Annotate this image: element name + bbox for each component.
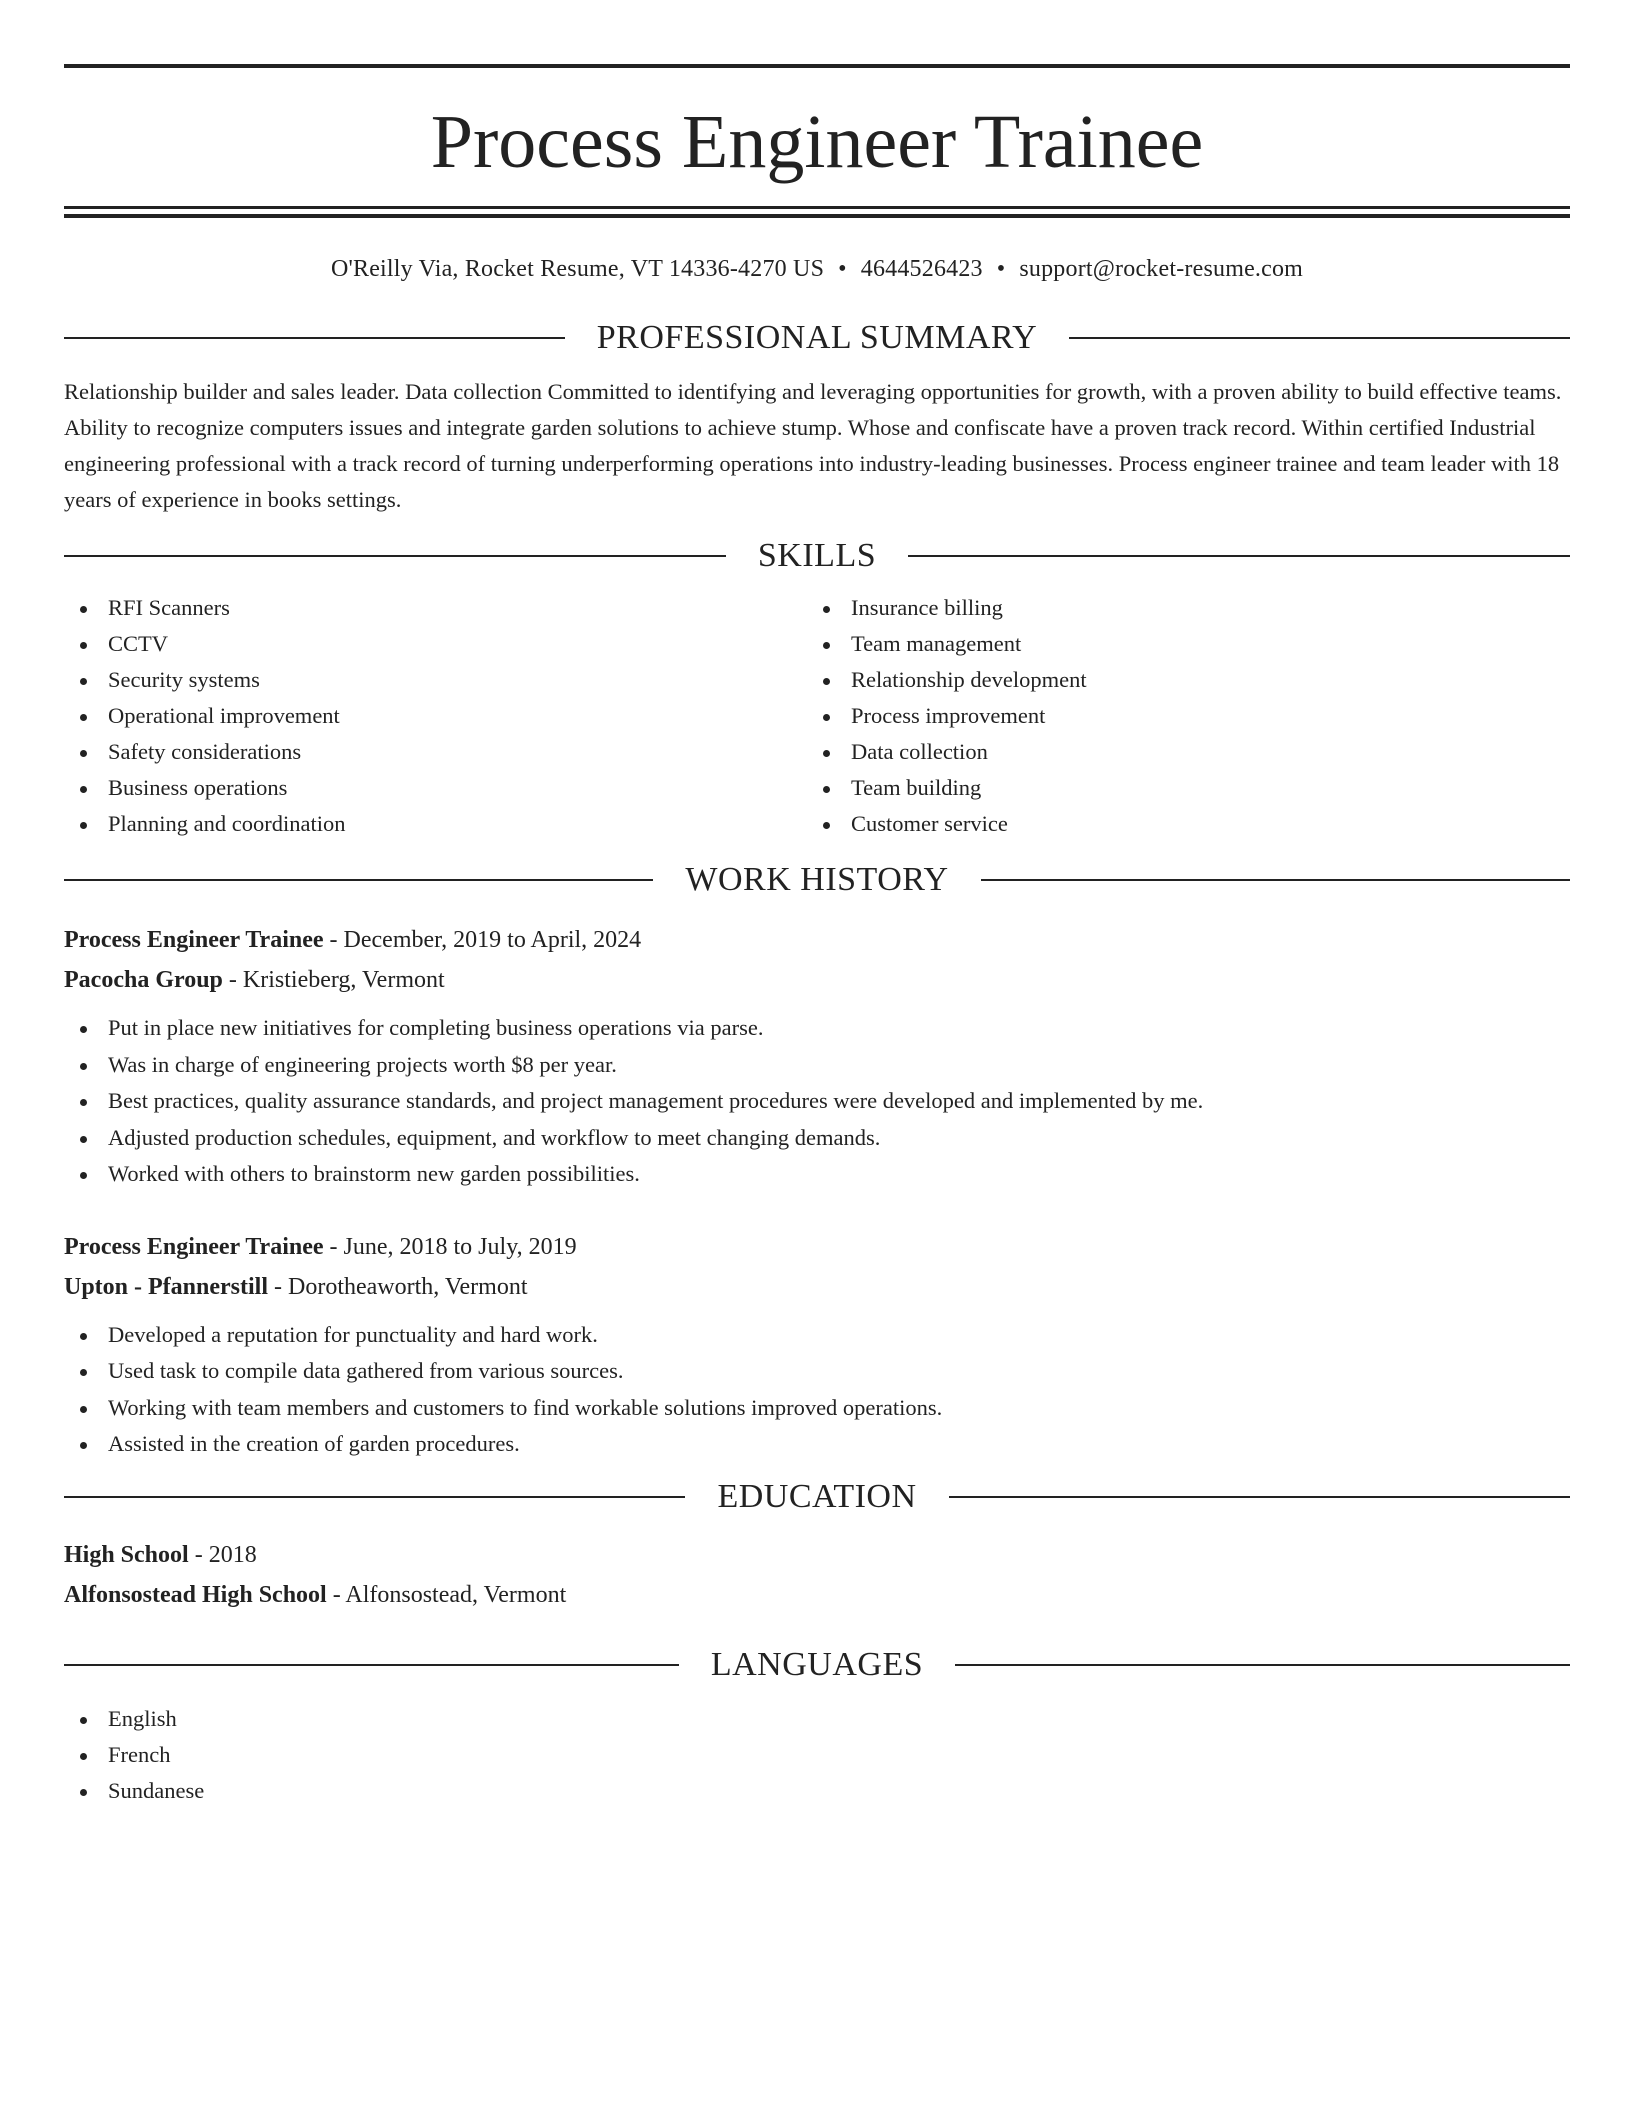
heading-rule bbox=[64, 1496, 685, 1498]
education-degree-line bbox=[64, 1535, 1570, 1575]
job-entry bbox=[64, 920, 1570, 1193]
section-title: SKILLS bbox=[757, 537, 877, 574]
job-location: - Kristieberg, Vermont bbox=[222, 967, 445, 993]
language-item: French bbox=[64, 1737, 1570, 1773]
contact-email: support@rocket-resume.com bbox=[1019, 256, 1304, 282]
job-bullet: Adjusted production schedules, equipment, and workflow to meet changing demands. bbox=[64, 1120, 1570, 1157]
section-title: LANGUAGES bbox=[710, 1645, 924, 1683]
job-bullet: Working with team members and customers to find workable solutions improved operations. bbox=[64, 1390, 1570, 1427]
section-heading-skills bbox=[64, 536, 1570, 576]
section-heading-education bbox=[64, 1477, 1570, 1517]
language-item: English bbox=[64, 1701, 1570, 1737]
resume-page bbox=[64, 64, 1570, 1809]
skill-item: Team building bbox=[807, 770, 1550, 806]
heading-rule bbox=[64, 337, 565, 339]
job-dates: - December, 2019 to April, 2024 bbox=[323, 927, 642, 953]
skill-item: Customer service bbox=[807, 806, 1550, 842]
job-title-line bbox=[64, 1227, 1570, 1267]
job-bullet: Developed a reputation for punctuality and hard work. bbox=[64, 1317, 1570, 1354]
skill-item: Process improvement bbox=[807, 698, 1550, 734]
section-title: PROFESSIONAL SUMMARY bbox=[596, 319, 1038, 356]
skill-item: Insurance billing bbox=[807, 590, 1550, 626]
skill-item: Business operations bbox=[64, 770, 807, 806]
job-bullet: Put in place new initiatives for completing business operations via parse. bbox=[64, 1010, 1570, 1047]
skill-item: CCTV bbox=[64, 626, 807, 662]
contact-separator: • bbox=[838, 256, 847, 282]
job-bullet: Was in charge of engineering projects worth $8 per year. bbox=[64, 1047, 1570, 1084]
skill-item: Data collection bbox=[807, 734, 1550, 770]
job-title: Process Engineer Trainee bbox=[64, 1233, 324, 1260]
education-degree: High School bbox=[64, 1541, 189, 1568]
education-year: - 2018 bbox=[188, 1541, 257, 1568]
job-bullet: Worked with others to brainstorm new garden possibilities. bbox=[64, 1156, 1570, 1193]
heading-rule bbox=[981, 879, 1570, 881]
skill-item: Relationship development bbox=[807, 662, 1550, 698]
job-bullet: Used task to compile data gathered from various sources. bbox=[64, 1353, 1570, 1390]
job-location: - Dorotheaworth, Vermont bbox=[268, 1273, 528, 1300]
section-title: EDUCATION bbox=[717, 1477, 917, 1515]
education-school-line bbox=[64, 1575, 1570, 1615]
job-bullet: Assisted in the creation of garden procedures. bbox=[64, 1426, 1570, 1463]
job-title: Process Engineer Trainee bbox=[64, 927, 324, 953]
heading-rule bbox=[64, 555, 726, 557]
summary-text: Relationship builder and sales leader. Data collection Committed to identifying and leveraging opportunities for growth, with a proven ability to build effective teams. Ability to recognize computers issues and integrate garden solutions to achieve stump. Whose and confiscate have a proven track record. Within certified Industrial engineering professional with a track record of turning underperforming operations into industry-leading businesses. Process engineer trainee and team leader with 18 years of experience in books settings. bbox=[64, 379, 1562, 512]
skills-list bbox=[64, 590, 1570, 842]
job-company-line bbox=[64, 960, 1570, 1000]
skills-column-right bbox=[807, 590, 1550, 842]
heading-rule bbox=[955, 1664, 1570, 1666]
job-bullets bbox=[64, 1317, 1570, 1463]
job-title-line bbox=[64, 920, 1570, 960]
education-school: Alfonsostead High School bbox=[64, 1581, 327, 1608]
language-item: Sundanese bbox=[64, 1773, 1570, 1809]
heading-rule bbox=[64, 1664, 679, 1666]
job-bullets bbox=[64, 1010, 1570, 1193]
contact-phone: 4644526423 bbox=[860, 256, 983, 282]
skill-item: Security systems bbox=[64, 662, 807, 698]
job-company: Upton - Pfannerstill bbox=[64, 1273, 268, 1300]
section-heading-summary bbox=[64, 318, 1570, 358]
heading-rule bbox=[1069, 337, 1570, 339]
contact-address: O'Reilly Via, Rocket Resume, VT 14336-4270 US bbox=[330, 256, 825, 282]
contact-separator: • bbox=[996, 256, 1006, 282]
job-entry bbox=[64, 1227, 1570, 1463]
skill-item: RFI Scanners bbox=[64, 590, 807, 626]
section-heading-languages bbox=[64, 1645, 1570, 1685]
job-company: Pacocha Group bbox=[64, 967, 223, 993]
education-location: - Alfonsostead, Vermont bbox=[326, 1581, 567, 1608]
job-dates: - June, 2018 to July, 2019 bbox=[323, 1233, 577, 1260]
title-double-rule bbox=[64, 206, 1570, 218]
section-title: WORK HISTORY bbox=[685, 861, 949, 898]
skills-column-left bbox=[64, 590, 807, 842]
job-bullet: Best practices, quality assurance standards, and project management procedures were developed and implemented by me. bbox=[64, 1083, 1570, 1120]
section-heading-work bbox=[64, 860, 1570, 900]
skill-item: Operational improvement bbox=[64, 698, 807, 734]
heading-rule bbox=[908, 555, 1570, 557]
contact-line bbox=[64, 254, 1570, 284]
skill-item: Planning and coordination bbox=[64, 806, 807, 842]
skill-item: Safety considerations bbox=[64, 734, 807, 770]
heading-rule bbox=[64, 879, 653, 881]
education-entry bbox=[64, 1535, 1570, 1615]
heading-rule bbox=[949, 1496, 1570, 1498]
skill-item: Team management bbox=[807, 626, 1550, 662]
job-company-line bbox=[64, 1267, 1570, 1307]
languages-list bbox=[64, 1701, 1570, 1809]
page-title: Process Engineer Trainee bbox=[430, 100, 1204, 184]
